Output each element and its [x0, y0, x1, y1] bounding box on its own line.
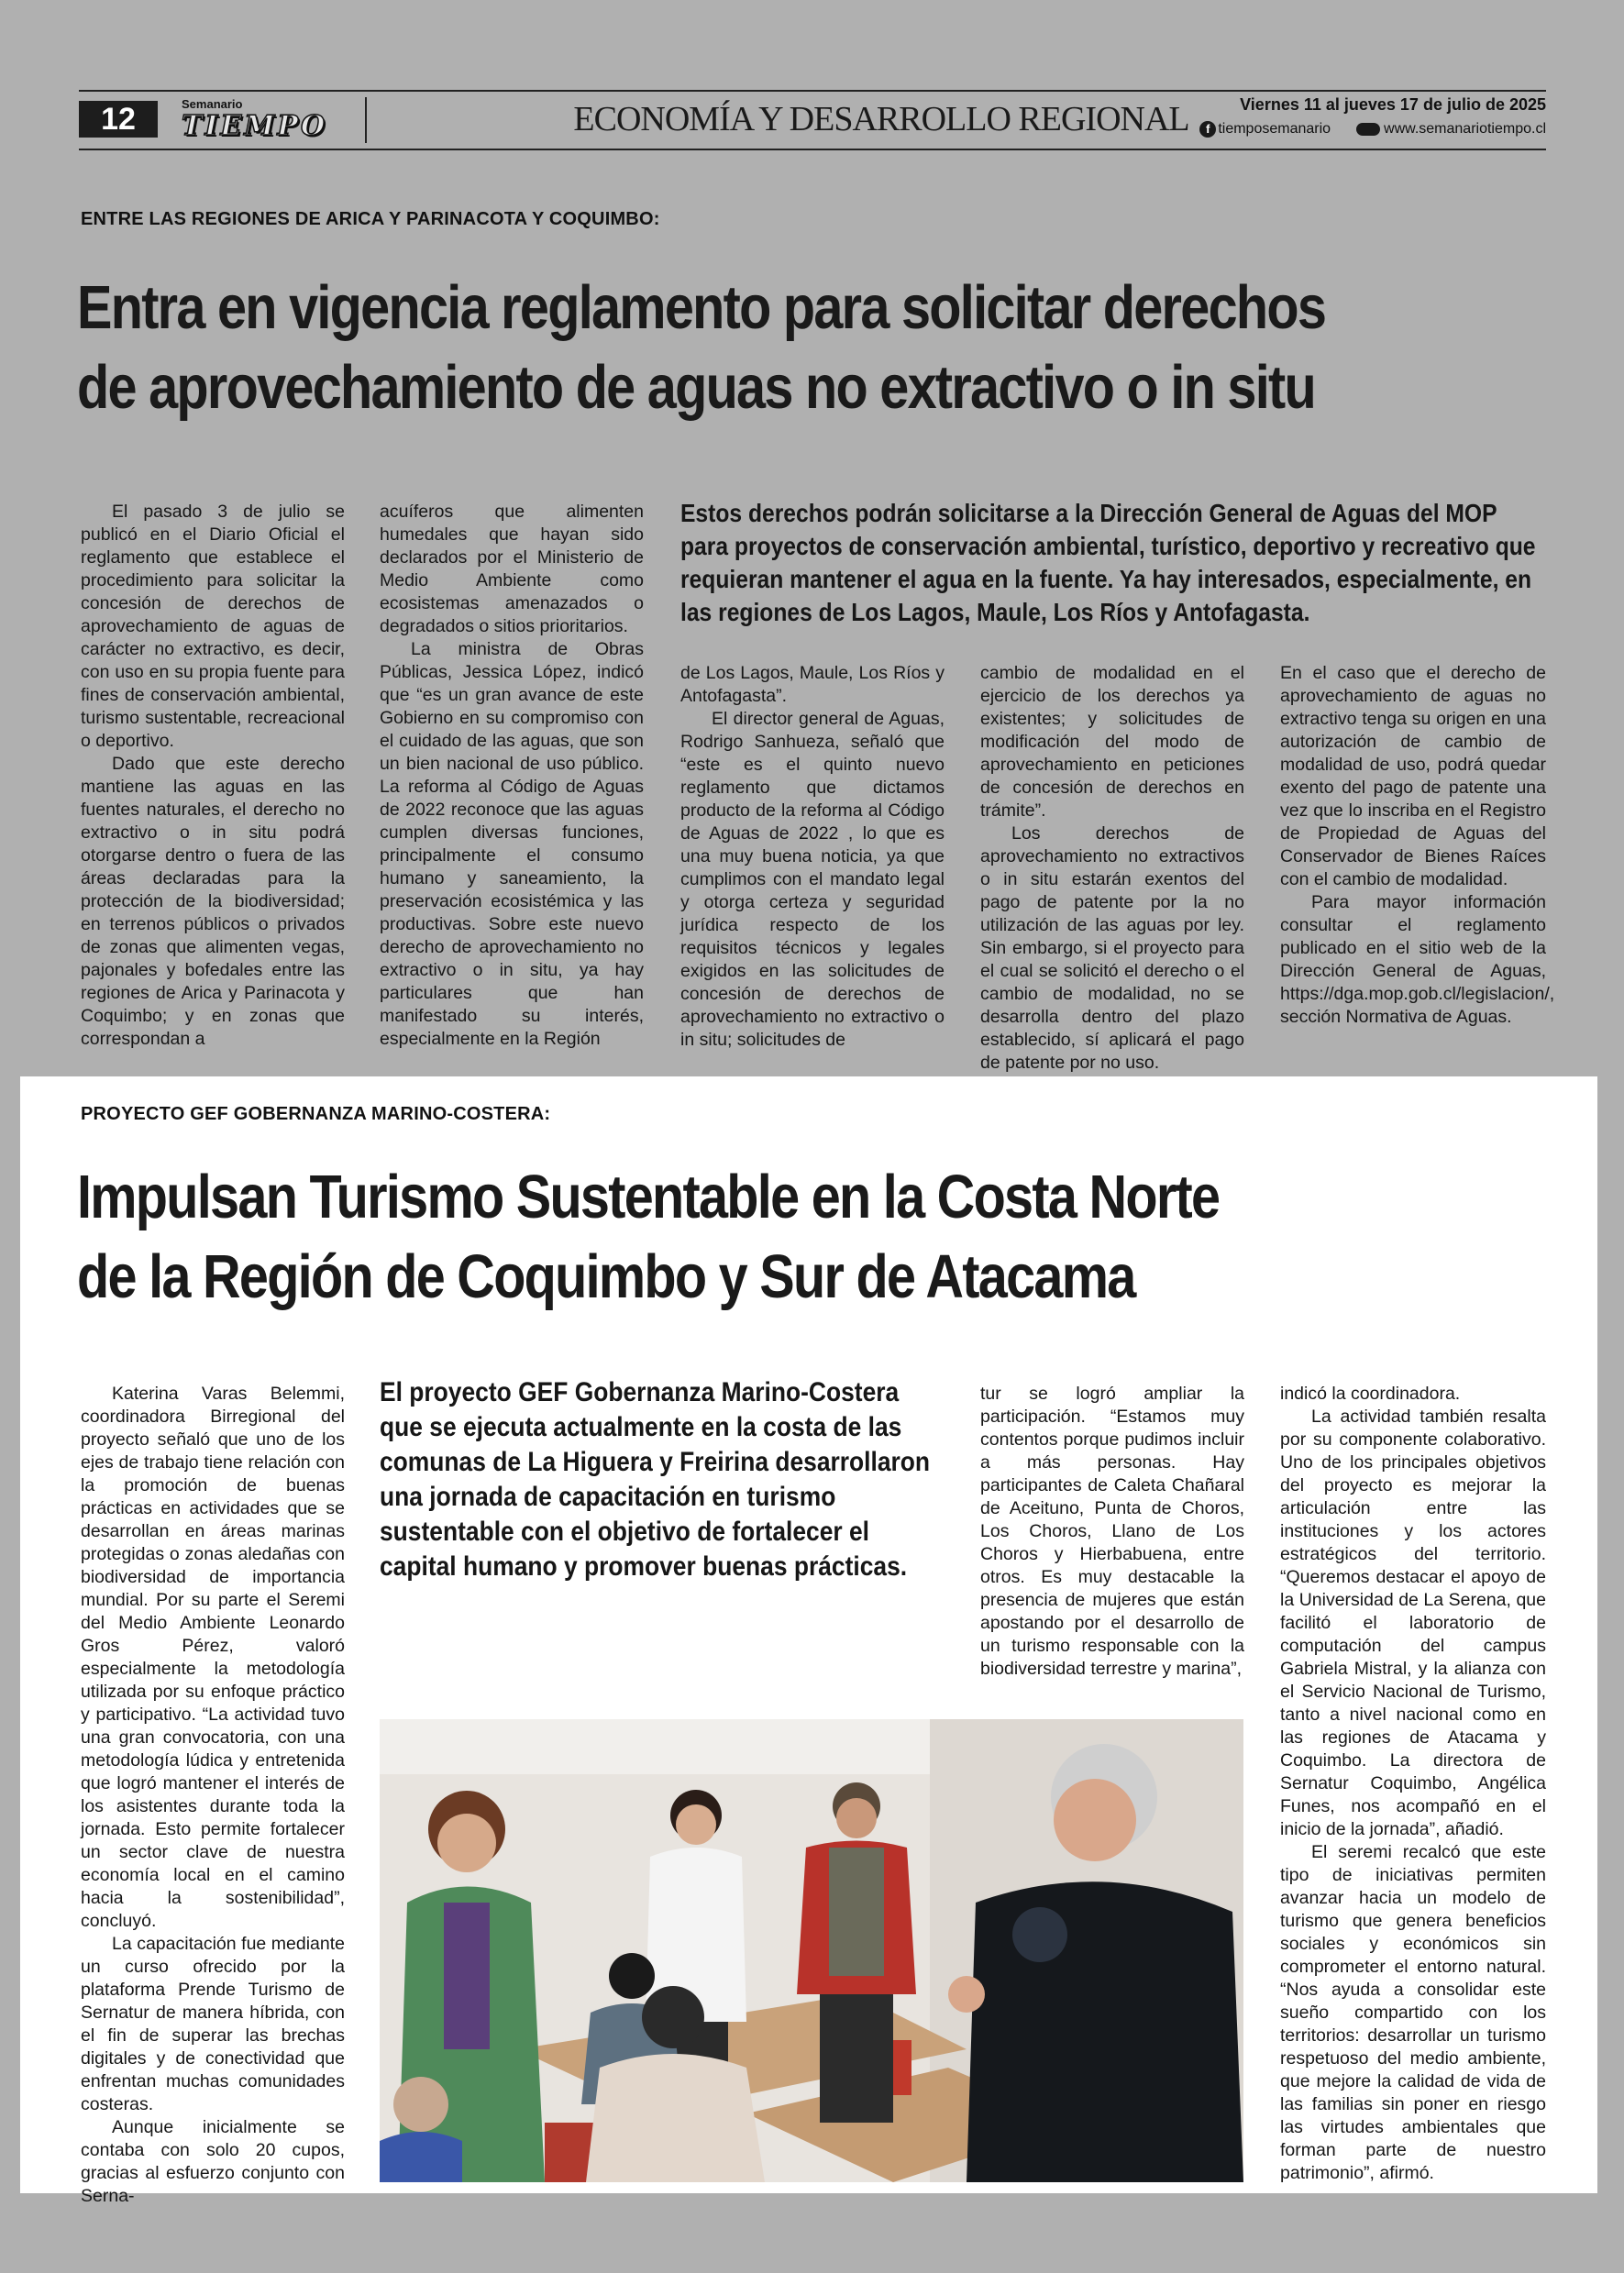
article2-column-1 — [81, 1383, 345, 2208]
facebook-icon: f — [1199, 121, 1216, 138]
article2-kicker: PROYECTO GEF GOBERNANZA MARINO-COSTERA: — [81, 1104, 551, 1124]
paragraph: Aunque inicialmente se contaba con solo 20 cupos, gracias al esfuerzo conjunto con Serna- — [81, 2117, 345, 2206]
brand-small-text: Semanario — [182, 97, 243, 111]
paragraph: acuíferos que alimenten humedales que hayan sido declarados por el Ministerio de Medio Ambiente como ecosistemas amenazados o degradados o sitios prioritarios. — [380, 502, 644, 636]
article1-headline-line2: de aprovechamiento de aguas no extractivo o in situ — [77, 353, 1315, 422]
article2-column-3 — [980, 1383, 1244, 1681]
paragraph: de Los Lagos, Maule, Los Ríos y Antofagasta”. — [680, 663, 945, 706]
article2-headline-line2: de la Región de Coquimbo y Sur de Atacama — [77, 1242, 1135, 1311]
paragraph: Los derechos de aprovechamiento no extractivos o in situ estarán exentos del pago de patente por la no utilización de las aguas por ley. Sin embargo, si el proyecto para el cual se solicitó el derecho o el cambio de modalidad, no se desarrolla dentro del plazo establecido, sí aplicará el pago de patente por no uso. — [980, 823, 1244, 1073]
article2-photo — [380, 1719, 1243, 2182]
paragraph: indicó la coordinadora. — [1280, 1384, 1461, 1404]
section-title: ECONOMÍA Y DESARROLLO REGIONAL — [573, 100, 1189, 138]
website-link[interactable]: www.semanariotiempo.cl — [1384, 121, 1546, 138]
paragraph: El director general de Aguas, Rodrigo Sanhueza, señaló que “este es el quinto nuevo reglamento que dictamos producto de la reforma al Código de Aguas de 2022 , lo que es una muy buena noticia, ya que cumplimos con el mandato legal y otorga certeza y seguridad jurídica respecto de los requisitos técnicos y legales exigidos en las solicitudes de concesión de derechos de aprovechamiento no extractivo o in situ; solicitudes de — [680, 709, 945, 1050]
paragraph: tur se logró ampliar la participación. “Estamos muy contentos porque pudimos incluir a más personas. Hay participantes de Caleta Chañaral de Aceituno, Punta de Choros, Los Choros, Llano de Los Choros y Hierbabuena, entre otros. Es muy destacable la presencia de mujeres que están apostando por el desarrollo de un turismo responsable con la biodiversidad terrestre y marina”, — [980, 1384, 1244, 1679]
paragraph: Dado que este derecho mantiene las aguas en las fuentes naturales, el derecho no extractivo o in situ podrá otorgarse dentro o fuera de las áreas declaradas para la protección de la biodiversidad; en terrenos públicos o privados de zonas que alimenten vegas, pajonales y bofedales entre las regiones de Arica y Parinacota y Coquimbo; y en zonas que correspondan a — [81, 754, 345, 1049]
brand-name: TIEMPO — [182, 110, 328, 142]
article2-headline — [77, 1157, 1219, 1317]
article2-column-4 — [1280, 1383, 1546, 2185]
paragraph: La capacitación fue mediante un curso ofrecido por la plataforma Prende Turismo de Sernatur de manera híbrida, con el fin de superar las brechas digitales y de conectividad que enfrentan muchas comunidades costeras. — [81, 1934, 345, 2114]
article1-headline — [77, 268, 1325, 427]
article1-column-1 — [81, 501, 345, 1051]
article1-headline-line1: Entra en vigencia reglamento para solicitar derechos — [77, 273, 1326, 342]
paragraph: En el caso que el derecho de aprovechamiento de aguas no extractivo tenga su origen en una autorización de cambio de modalidad de uso, podrá quedar exento del pago de patente una vez que lo inscriba en el Registro de Propiedad de Aguas del Conservador de Bienes Raíces con el cambio de modalidad. — [1280, 663, 1546, 889]
article2-deck: El proyecto GEF Gobernanza Marino-Costera que se ejecuta actualmente en la costa de las comunas de La Higuera y Freirina desarrollaron una jornada de capacitación en turismo sustentable con el objetivo de fortalecer el capital humano y promover buenas prácticas. — [380, 1377, 931, 1582]
article1-kicker: ENTRE LAS REGIONES DE ARICA Y PARINACOTA Y COQUIMBO: — [81, 209, 660, 229]
paragraph: La actividad también resalta por su componente colaborativo. Uno de los principales objetivos del proyecto es mejorar la articulación entre las instituciones y los actores estratégicos del territorio. “Queremos destacar el apoyo de la Universidad de La Serena, que facilitó el laboratorio de computación del campus Gabriela Mistral, y la alianza con el Servicio Nacional de Turismo, tanto a nivel nacional como en las regiones de Atacama y Coquimbo. La directora de Sernatur Coquimbo, Angélica Funes, nos acompañó en el inicio de la jornada”, añadió. — [1280, 1407, 1546, 1839]
photo-illustration — [380, 1719, 1243, 2182]
article1-column-2 — [380, 501, 644, 1051]
page-number: 12 — [79, 101, 158, 138]
article2-headline-line1: Impulsan Turismo Sustentable en la Costa Norte — [77, 1163, 1220, 1231]
article1-deck: Estos derechos podrán solicitarse a la Dirección General de Aguas del MOP para proyectos de conservación ambiental, turístico, deportivo y recreativo que requieran mantener el agua en la fuente. Ya hay interesados, especialmente, en las regiones de Los Lagos, Maule, Los Ríos y Antofagasta. — [680, 499, 1536, 626]
web-icon — [1356, 123, 1380, 136]
social-links — [1199, 121, 1546, 138]
paragraph: Katerina Varas Belemmi, coordinadora Birregional del proyecto señaló que uno de los ejes de trabajo tiene relación con la promoción de buenas prácticas en actividades que se desarrollan en áreas marinas protegidas o zonas aledañas con biodiversidad de importancia mundial. Por su parte el Seremi del Medio Ambiente Leonardo Gros Pérez, valoró especialmente la metodología utilizada por su enfoque práctico y participativo. “La actividad tuvo una gran convocatoria, con una metodología lúdica y entretenida que logró mantener el interés de los asistentes durante toda la jornada. Esto permite fortalecer un sector clave de nuestra economía local en el camino hacia la sostenibilidad”, concluyó. — [81, 1384, 345, 1931]
paragraph: Para mayor información consultar el reglamento publicado en el sitio web de la Dirección General de Aguas, https://dga.mop.gob.cl/legislacion/, sección Normativa de Aguas. — [1280, 892, 1555, 1027]
paragraph: El seremi recalcó que este tipo de iniciativas permiten avanzar hacia un modelo de turismo que genera beneficios sociales y económicos sin comprometer el entorno natural. “Nos ayuda a consolidar este sueño compartido con los territorios: desarrollar un turismo respetuoso del medio ambiente, que mejore la calidad de vida de las familias sin poner en riesgo las virtudes ambientales que forman parte de nuestro patrimonio”, afirmó. — [1280, 1842, 1546, 2183]
brand-logo — [182, 97, 367, 143]
issue-date: Viernes 11 al jueves 17 de julio de 2025 — [1240, 95, 1546, 114]
facebook-handle[interactable]: tiemposemanario — [1218, 121, 1331, 138]
paragraph: El pasado 3 de julio se publicó en el Diario Oficial el reglamento que establece el procedimiento para solicitar la concesión de derechos de aprovechamiento de aguas de carácter no extractivo, es decir, con uso en su propia fuente para fines de conservación ambiental, turismo sustentable, recreacional o deportivo. — [81, 502, 345, 751]
article1-column-4 — [980, 662, 1244, 1075]
page-header — [79, 90, 1546, 150]
paragraph: cambio de modalidad en el ejercicio de los derechos ya existentes; y solicitudes de modificación del modo de aprovechamiento en peticiones de concesión de derechos en trámite”. — [980, 663, 1244, 821]
article1-column-5 — [1280, 662, 1555, 1029]
article1-column-3 — [680, 662, 945, 1052]
paragraph: La ministra de Obras Públicas, Jessica López, indicó que “es un gran avance de este Gobierno en su compromiso con el cuidado de las aguas, que son un bien nacional de uso público. La reforma al Código de Aguas de 2022 reconoce que las aguas cumplen diversas funciones, principalmente el consumo humano y saneamiento, la preservación ecosistémica y las productivas. Sobre este nuevo derecho de aprovechamiento no extractivo o in situ, ya hay particulares que han manifestado su interés, especialmente en la Región — [380, 639, 644, 1049]
